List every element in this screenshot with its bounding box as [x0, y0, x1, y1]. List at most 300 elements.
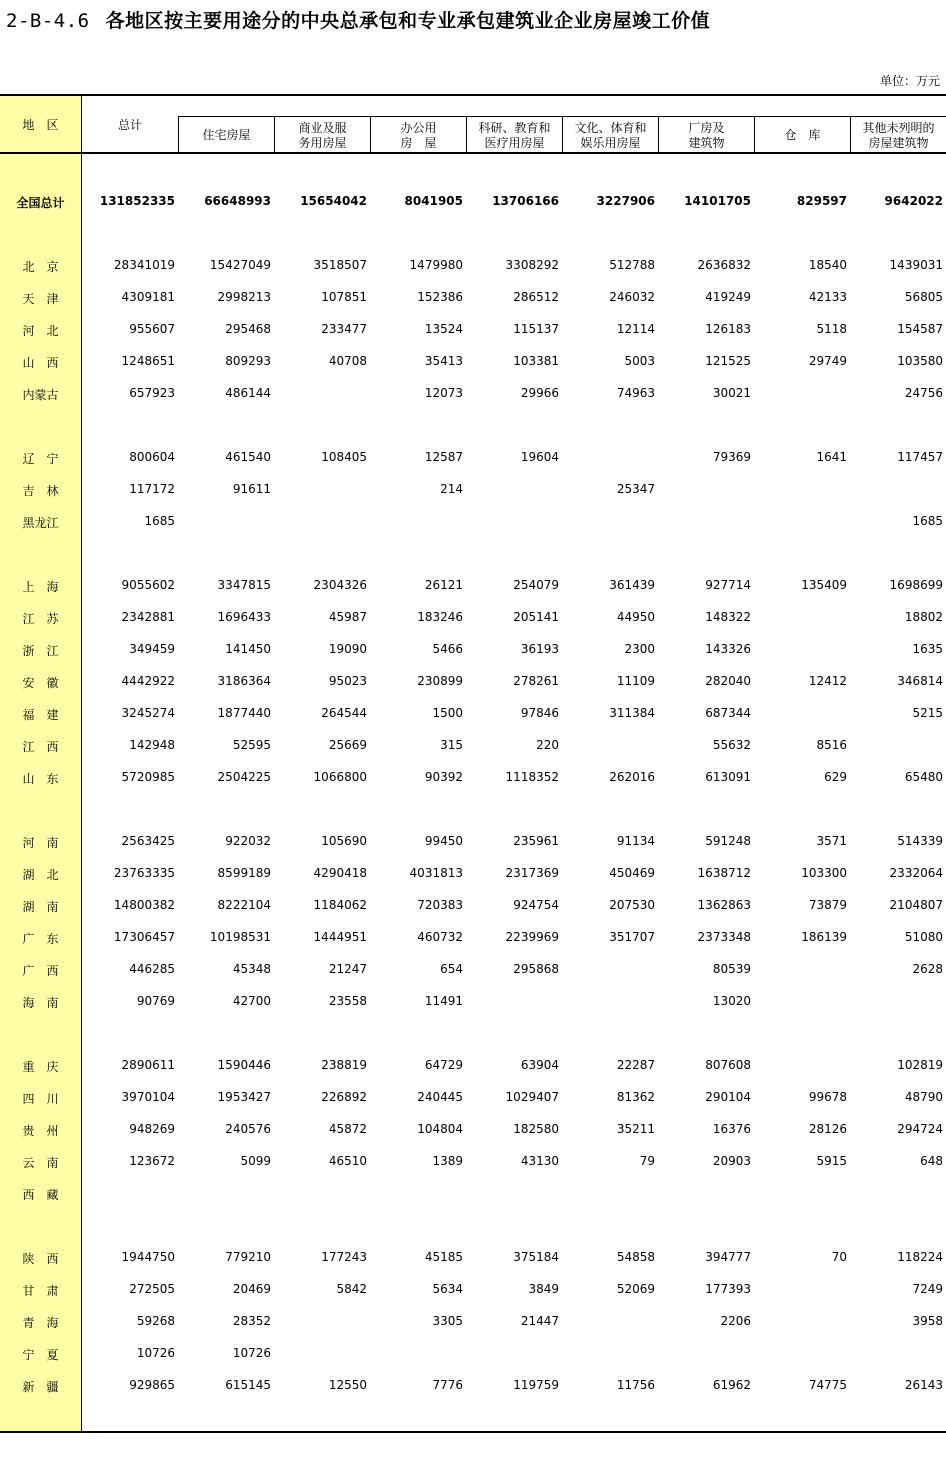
table-row	[0, 954, 946, 986]
cell-value: 24756	[904, 386, 943, 400]
cell-value: 1590446	[217, 1058, 271, 1072]
region-name: 黑龙江	[22, 516, 59, 530]
table-row	[0, 1082, 946, 1114]
cell-value: 394777	[705, 1250, 751, 1264]
cell-value: 233477	[321, 322, 367, 336]
cell-value: 654	[440, 962, 463, 976]
table-row	[0, 442, 946, 474]
cell-value: 240576	[225, 1122, 271, 1136]
cell-value: 11491	[424, 994, 463, 1008]
cell-value: 687344	[705, 706, 751, 720]
cell-value: 5634	[432, 1282, 463, 1296]
cell-value: 45185	[424, 1250, 463, 1264]
header-col-label: 科研、教育和 医疗用房屋	[478, 120, 551, 150]
cell-value: 9055602	[121, 578, 175, 592]
cell-value: 79369	[712, 450, 751, 464]
table-row	[0, 250, 946, 282]
cell-value: 118224	[897, 1250, 943, 1264]
region-name: 广 西	[22, 964, 59, 978]
cell-value: 43130	[520, 1154, 559, 1168]
cell-value: 800604	[129, 450, 175, 464]
region-name: 宁 夏	[22, 1348, 59, 1362]
cell-value: 142948	[129, 738, 175, 752]
table-row	[0, 1178, 946, 1210]
table-row	[0, 186, 946, 218]
region-name: 山 东	[22, 772, 59, 786]
table-title: 各地区按主要用途分的中央总承包和专业承包建筑业企业房屋竣工价值	[105, 10, 711, 32]
region-name: 江 西	[22, 740, 59, 754]
cell-value: 3305	[432, 1314, 463, 1328]
cell-value: 5842	[336, 1282, 367, 1296]
cell-value: 295468	[225, 322, 271, 336]
cell-value: 1118352	[505, 770, 559, 784]
cell-value: 3227906	[596, 194, 655, 208]
cell-value: 148322	[705, 610, 751, 624]
cell-value: 177243	[321, 1250, 367, 1264]
cell-value: 23558	[328, 994, 367, 1008]
table-row	[0, 890, 946, 922]
cell-value: 446285	[129, 962, 175, 976]
table-row	[0, 1146, 946, 1178]
cell-value: 90392	[424, 770, 463, 784]
cell-value: 4290418	[313, 866, 367, 880]
header-region: 地 区	[22, 117, 59, 132]
cell-value: 311384	[609, 706, 655, 720]
cell-value: 272505	[129, 1282, 175, 1296]
cell-value: 48790	[904, 1090, 943, 1104]
region-name: 吉 林	[22, 484, 59, 498]
cell-value: 1029407	[505, 1090, 559, 1104]
region-name: 湖 北	[22, 868, 59, 882]
table-row	[0, 922, 946, 954]
cell-value: 13020	[712, 994, 751, 1008]
cell-value: 12550	[328, 1378, 367, 1392]
cell-value: 79	[639, 1154, 655, 1168]
cell-value: 183246	[417, 610, 463, 624]
cell-value: 1685	[144, 514, 175, 528]
header-col-4	[466, 116, 562, 154]
header-col-label: 商业及服 务用房屋	[298, 120, 347, 150]
region-name: 河 北	[22, 324, 59, 338]
header-col-label: 办公用 房 屋	[400, 120, 437, 150]
cell-value: 45987	[328, 610, 367, 624]
cell-value: 929865	[129, 1378, 175, 1392]
cell-value: 91611	[232, 482, 271, 496]
table-row	[0, 634, 946, 666]
cell-value: 254079	[513, 578, 559, 592]
cell-value: 10726	[136, 1346, 175, 1360]
cell-value: 3970104	[121, 1090, 175, 1104]
region-name: 上 海	[22, 580, 59, 594]
cell-value: 829597	[796, 194, 847, 208]
cell-value: 15427049	[209, 258, 271, 272]
cell-value: 315	[440, 738, 463, 752]
cell-value: 12114	[616, 322, 655, 336]
cell-value: 1635	[912, 642, 943, 656]
table-row	[0, 762, 946, 794]
cell-value: 349459	[129, 642, 175, 656]
cell-value: 121525	[705, 354, 751, 368]
region-name: 河 南	[22, 836, 59, 850]
cell-value: 2628	[912, 962, 943, 976]
region-name: 重 庆	[22, 1060, 59, 1074]
cell-value: 66648993	[204, 194, 271, 208]
cell-value: 514339	[897, 834, 943, 848]
cell-value: 512788	[609, 258, 655, 272]
cell-value: 295868	[513, 962, 559, 976]
cell-value: 126183	[705, 322, 751, 336]
cell-value: 19604	[520, 450, 559, 464]
cell-value: 90769	[136, 994, 175, 1008]
cell-value: 28126	[808, 1122, 847, 1136]
cell-value: 61962	[712, 1378, 751, 1392]
cell-value: 2636832	[697, 258, 751, 272]
cell-value: 131852335	[99, 194, 175, 208]
table-row	[0, 506, 946, 538]
header-col-label: 文化、体育和 娱乐用房屋	[574, 120, 647, 150]
cell-value: 15654042	[300, 194, 367, 208]
cell-value: 1479980	[409, 258, 463, 272]
cell-value: 70	[831, 1250, 847, 1264]
cell-value: 56805	[904, 290, 943, 304]
cell-value: 46510	[328, 1154, 367, 1168]
cell-value: 2206	[720, 1314, 751, 1328]
table-header	[0, 94, 946, 154]
cell-value: 143326	[705, 642, 751, 656]
cell-value: 1696433	[217, 610, 271, 624]
table-row	[0, 730, 946, 762]
table-row	[0, 282, 946, 314]
cell-value: 12073	[424, 386, 463, 400]
cell-value: 55632	[712, 738, 751, 752]
cell-value: 13524	[424, 322, 463, 336]
cell-value: 2504225	[217, 770, 271, 784]
cell-value: 2304326	[313, 578, 367, 592]
cell-value: 16376	[712, 1122, 751, 1136]
cell-value: 52069	[616, 1282, 655, 1296]
cell-value: 1444951	[313, 930, 367, 944]
cell-value: 807608	[705, 1058, 751, 1072]
cell-value: 262016	[609, 770, 655, 784]
region-name: 北 京	[22, 260, 59, 274]
cell-value: 648	[920, 1154, 943, 1168]
cell-value: 809293	[225, 354, 271, 368]
cell-value: 290104	[705, 1090, 751, 1104]
cell-value: 103300	[801, 866, 847, 880]
header-col-label: 仓 库	[784, 128, 821, 142]
cell-value: 486144	[225, 386, 271, 400]
cell-value: 927714	[705, 578, 751, 592]
table-row	[0, 698, 946, 730]
cell-value: 230899	[417, 674, 463, 688]
cell-value: 657923	[129, 386, 175, 400]
region-name: 青 海	[22, 1316, 59, 1330]
cell-value: 629	[824, 770, 847, 784]
table-row	[0, 1370, 946, 1402]
cell-value: 95023	[328, 674, 367, 688]
cell-value: 3849	[528, 1282, 559, 1296]
header-col-6	[658, 116, 754, 154]
table-row	[0, 570, 946, 602]
cell-value: 119759	[513, 1378, 559, 1392]
cell-value: 5466	[432, 642, 463, 656]
header-col-8	[850, 116, 946, 154]
cell-value: 14800382	[113, 898, 175, 912]
cell-value: 21247	[328, 962, 367, 976]
cell-value: 28352	[232, 1314, 271, 1328]
bottom-rule	[0, 1431, 946, 1433]
cell-value: 7776	[432, 1378, 463, 1392]
cell-value: 9642022	[884, 194, 943, 208]
cell-value: 214	[440, 482, 463, 496]
cell-value: 460732	[417, 930, 463, 944]
cell-value: 2300	[624, 642, 655, 656]
cell-value: 74775	[808, 1378, 847, 1392]
table-row	[0, 474, 946, 506]
cell-value: 226892	[321, 1090, 367, 1104]
cell-value: 238819	[321, 1058, 367, 1072]
region-name: 广 东	[22, 932, 59, 946]
region-name: 福 建	[22, 708, 59, 722]
cell-value: 5915	[816, 1154, 847, 1168]
cell-value: 186139	[801, 930, 847, 944]
cell-value: 4031813	[409, 866, 463, 880]
cell-value: 29749	[808, 354, 847, 368]
cell-value: 375184	[513, 1250, 559, 1264]
cell-value: 63904	[520, 1058, 559, 1072]
region-name: 湖 南	[22, 900, 59, 914]
cell-value: 286512	[513, 290, 559, 304]
cell-value: 955607	[129, 322, 175, 336]
header-col-2	[274, 116, 370, 154]
cell-value: 4442922	[121, 674, 175, 688]
region-name: 陕 西	[22, 1252, 59, 1266]
cell-value: 8516	[816, 738, 847, 752]
cell-value: 64729	[424, 1058, 463, 1072]
cell-value: 1389	[432, 1154, 463, 1168]
cell-value: 2104807	[889, 898, 943, 912]
cell-value: 19090	[328, 642, 367, 656]
cell-value: 5215	[912, 706, 943, 720]
cell-value: 11109	[616, 674, 655, 688]
cell-value: 8599189	[217, 866, 271, 880]
cell-value: 28341019	[113, 258, 175, 272]
cell-value: 20469	[232, 1282, 271, 1296]
cell-value: 419249	[705, 290, 751, 304]
cell-value: 5118	[816, 322, 847, 336]
cell-value: 1685	[912, 514, 943, 528]
cell-value: 246032	[609, 290, 655, 304]
cell-value: 54858	[616, 1250, 655, 1264]
cell-value: 1944750	[121, 1250, 175, 1264]
region-name: 贵 州	[22, 1124, 59, 1138]
cell-value: 115137	[513, 322, 559, 336]
cell-value: 22287	[616, 1058, 655, 1072]
cell-value: 103580	[897, 354, 943, 368]
cell-value: 1953427	[217, 1090, 271, 1104]
cell-value: 207530	[609, 898, 655, 912]
cell-value: 5720985	[121, 770, 175, 784]
cell-value: 25347	[616, 482, 655, 496]
cell-value: 346814	[897, 674, 943, 688]
region-name: 甘 肃	[22, 1284, 59, 1298]
cell-value: 29966	[520, 386, 559, 400]
region-name: 海 南	[22, 996, 59, 1010]
cell-value: 12587	[424, 450, 463, 464]
region-name: 云 南	[22, 1156, 59, 1170]
cell-value: 220	[536, 738, 559, 752]
cell-value: 1698699	[889, 578, 943, 592]
cell-value: 1066800	[313, 770, 367, 784]
cell-value: 40708	[328, 354, 367, 368]
cell-value: 3347815	[217, 578, 271, 592]
table-row	[0, 1114, 946, 1146]
table-row	[0, 378, 946, 410]
cell-value: 17306457	[113, 930, 175, 944]
cell-value: 2890611	[121, 1058, 175, 1072]
region-name: 山 西	[22, 356, 59, 370]
cell-value: 924754	[513, 898, 559, 912]
cell-value: 91134	[616, 834, 655, 848]
cell-value: 3308292	[505, 258, 559, 272]
cell-value: 74963	[616, 386, 655, 400]
cell-value: 3245274	[121, 706, 175, 720]
cell-value: 2373348	[697, 930, 751, 944]
cell-value: 2332064	[889, 866, 943, 880]
table-row	[0, 858, 946, 890]
cell-value: 117457	[897, 450, 943, 464]
cell-value: 44950	[616, 610, 655, 624]
cell-value: 73879	[808, 898, 847, 912]
cell-value: 10198531	[209, 930, 271, 944]
table-row	[0, 986, 946, 1018]
cell-value: 351707	[609, 930, 655, 944]
cell-value: 278261	[513, 674, 559, 688]
region-name: 天 津	[22, 292, 59, 306]
cell-value: 51080	[904, 930, 943, 944]
cell-value: 81362	[616, 1090, 655, 1104]
region-name: 辽 宁	[22, 452, 59, 466]
table-row	[0, 346, 946, 378]
cell-value: 240445	[417, 1090, 463, 1104]
region-name: 江 苏	[22, 612, 59, 626]
cell-value: 177393	[705, 1282, 751, 1296]
header-col-label: 厂房及 建筑物	[688, 120, 725, 150]
header-total: 总计	[117, 118, 142, 132]
header-col-7	[754, 116, 850, 154]
cell-value: 7249	[912, 1282, 943, 1296]
cell-value: 21447	[520, 1314, 559, 1328]
table-row	[0, 1242, 946, 1274]
cell-value: 45348	[232, 962, 271, 976]
cell-value: 264544	[321, 706, 367, 720]
cell-value: 26143	[904, 1378, 943, 1392]
cell-value: 361439	[609, 578, 655, 592]
cell-value: 152386	[417, 290, 463, 304]
cell-value: 615145	[225, 1378, 271, 1392]
cell-value: 2998213	[217, 290, 271, 304]
cell-value: 948269	[129, 1122, 175, 1136]
table-row	[0, 1306, 946, 1338]
cell-value: 30021	[712, 386, 751, 400]
table-row	[0, 602, 946, 634]
cell-value: 2563425	[121, 834, 175, 848]
cell-value: 205141	[513, 610, 559, 624]
cell-value: 294724	[897, 1122, 943, 1136]
cell-value: 3518507	[313, 258, 367, 272]
cell-value: 108405	[321, 450, 367, 464]
cell-value: 922032	[225, 834, 271, 848]
cell-value: 5099	[240, 1154, 271, 1168]
header-col-label: 住宅房屋	[202, 128, 251, 142]
region-name: 新 疆	[22, 1380, 59, 1394]
cell-value: 182580	[513, 1122, 559, 1136]
cell-value: 461540	[225, 450, 271, 464]
cell-value: 18802	[904, 610, 943, 624]
cell-value: 97846	[520, 706, 559, 720]
table-row	[0, 1274, 946, 1306]
cell-value: 103381	[513, 354, 559, 368]
cell-value: 80539	[712, 962, 751, 976]
cell-value: 1641	[816, 450, 847, 464]
cell-value: 154587	[897, 322, 943, 336]
cell-value: 1184062	[313, 898, 367, 912]
cell-value: 10726	[232, 1346, 271, 1360]
header-col-3	[370, 116, 466, 154]
cell-value: 3571	[816, 834, 847, 848]
cell-value: 59268	[136, 1314, 175, 1328]
header-col-1	[178, 116, 274, 154]
cell-value: 42133	[808, 290, 847, 304]
cell-value: 99678	[808, 1090, 847, 1104]
table-row	[0, 826, 946, 858]
region-name: 全国总计	[16, 196, 65, 210]
cell-value: 117172	[129, 482, 175, 496]
cell-value: 36193	[520, 642, 559, 656]
cell-value: 1638712	[697, 866, 751, 880]
cell-value: 1362863	[697, 898, 751, 912]
region-name: 安 徽	[22, 676, 59, 690]
cell-value: 1248651	[121, 354, 175, 368]
cell-value: 282040	[705, 674, 751, 688]
cell-value: 35413	[424, 354, 463, 368]
cell-value: 25669	[328, 738, 367, 752]
cell-value: 2342881	[121, 610, 175, 624]
unit-label: 单位：万元	[879, 74, 940, 88]
cell-value: 35211	[616, 1122, 655, 1136]
table-row	[0, 666, 946, 698]
cell-value: 779210	[225, 1250, 271, 1264]
cell-value: 4309181	[121, 290, 175, 304]
cell-value: 2317369	[505, 866, 559, 880]
cell-value: 104804	[417, 1122, 463, 1136]
cell-value: 1877440	[217, 706, 271, 720]
cell-value: 135409	[801, 578, 847, 592]
cell-value: 1439031	[889, 258, 943, 272]
header-col-label: 其他未列明的 房屋建筑物	[862, 120, 935, 150]
table-row	[0, 1338, 946, 1370]
table-code: 2-B-4.6	[6, 10, 90, 32]
cell-value: 105690	[321, 834, 367, 848]
cell-value: 2239969	[505, 930, 559, 944]
cell-value: 26121	[424, 578, 463, 592]
cell-value: 42700	[232, 994, 271, 1008]
table-row	[0, 314, 946, 346]
cell-value: 591248	[705, 834, 751, 848]
cell-value: 8041905	[404, 194, 463, 208]
region-name: 浙 江	[22, 644, 59, 658]
cell-value: 3186364	[217, 674, 271, 688]
